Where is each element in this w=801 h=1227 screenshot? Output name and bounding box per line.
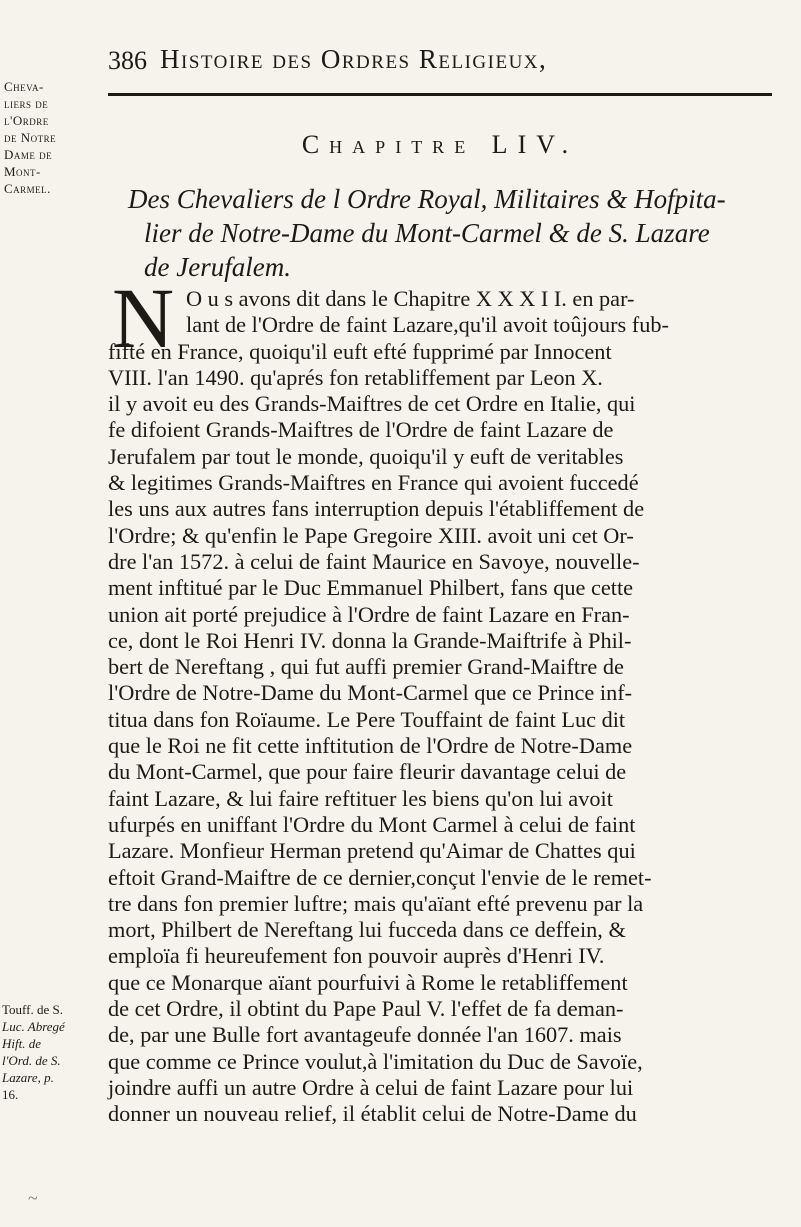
side-note-line: 16.: [2, 1087, 19, 1102]
text-line: & legitimes Grands-Maiftres en France qui avoient fuccedé: [108, 470, 639, 496]
text-line: faint Lazare, & lui faire reftituer les biens qu'on lui avoit: [108, 785, 613, 811]
side-note-line: l'Ord. de S.: [2, 1053, 61, 1068]
text-line: donner un nouveau relief, il établit celui de Notre-Dame du: [108, 1101, 637, 1127]
text-line: que comme ce Prince voulut,à l'imitation du Duc de Savoïe,: [108, 1048, 643, 1074]
text-line: union ait porté prejudice à l'Ordre de faint Lazare en Fran-: [108, 601, 630, 627]
text-line: que ce Monarque aïant pourfuivi à Rome le retabliffement: [108, 969, 628, 995]
body-text: [108, 286, 772, 1128]
text-line: VIII. l'an 1490. qu'aprés fon retabliffement par Leon X.: [108, 364, 603, 390]
page-number: 386: [108, 46, 147, 75]
text-line: ce, dont le Roi Henri IV. donna la Grande-Maiftrife à Phil-: [108, 627, 632, 653]
margin-head-line: Cheva-: [4, 79, 44, 94]
text-line: que le Roi ne fit cette inftitution de l'Ordre de Notre-Dame: [108, 733, 633, 759]
chapter-heading: Chapitre LIV.: [301, 130, 579, 159]
chapter-title-line: Des Chevaliers de l Ordre Royal, Militaires & Hofpita-: [128, 184, 726, 214]
margin-head-line: de Notre: [4, 130, 57, 145]
side-note-line: Hift. de: [2, 1036, 41, 1051]
text-line: ufurpés en uniffant l'Ordre du Mont Carmel à celui de faint: [108, 811, 636, 837]
text-line: tre dans fon premier luftre; mais qu'aïant efté prevenu par la: [108, 890, 644, 916]
running-header: [108, 44, 748, 84]
text-line: mort, Philbert de Nereftang lui fucceda dans ce deffein, &: [108, 917, 626, 943]
margin-head-line: liers de: [4, 96, 49, 111]
text-line: l'Ordre; & qu'enfin le Pape Gregoire XIII. avoit uni cet Or-: [108, 522, 634, 548]
text-line: ment inftitué par le Duc Emmanuel Philbert, fans que cette: [108, 575, 634, 601]
side-note-line: Luc. Abregé: [2, 1019, 65, 1034]
margin-running-head: [4, 78, 94, 197]
text-line: emploïa fi heureufement fon pouvoir auprès d'Henri IV.: [108, 943, 605, 969]
margin-head-line: Mont-: [4, 164, 41, 179]
text-line: dre l'an 1572. à celui de faint Maurice en Savoye, nouvelle-: [108, 548, 640, 574]
margin-head-line: Carmel.: [4, 181, 51, 196]
text-line: l'Ordre de Notre-Dame du Mont-Carmel que ce Prince inf-: [108, 680, 633, 706]
text-line: fifté en France, quoiqu'il euft efté fupprimé par Innocent: [108, 338, 612, 364]
text-line: les uns aux autres fans interruption depuis l'établiffement de: [108, 496, 645, 522]
text-line: Jerufalem par tout le monde, quoiqu'il y euft de veritables: [108, 443, 624, 469]
text-line: Lazare. Monfieur Herman pretend qu'Aimar de Chattes qui: [108, 838, 636, 864]
side-note-reference: [2, 1001, 102, 1103]
chapter-title-line: de Jerufalem.: [144, 252, 291, 282]
header-rule: [108, 93, 772, 96]
side-note-line: Lazare, p.: [2, 1070, 54, 1085]
running-title: Histoire des Ordres Religieux,: [160, 44, 548, 74]
ink-mark-icon: ~: [28, 1188, 38, 1208]
text-line: lant de l'Ordre de faint Lazare,qu'il avoit toûjours fub-: [186, 312, 669, 338]
text-line: bert de Nereftang , qui fut auffi premier Grand-Maiftre de: [108, 654, 624, 680]
text-line: joindre auffi un autre Ordre à celui de faint Lazare pour lui: [108, 1074, 634, 1100]
text-line: O u s avons dit dans le Chapitre X X X I I. en par-: [186, 286, 635, 311]
text-line: eftoit Grand-Maiftre de ce dernier,conçut l'envie de le remet-: [108, 864, 652, 890]
text-line: de, par une Bulle fort avantageufe donnée l'an 1607. mais: [108, 1022, 622, 1048]
chapter-title: [128, 182, 778, 284]
text-line: du Mont-Carmel, que pour faire fleurir davantage celui de: [108, 759, 627, 785]
text-line: il y avoit eu des Grands-Maiftres de cet Ordre en Italie, qui: [108, 391, 636, 417]
text-line: fe difoient Grands-Maiftres de l'Ordre de faint Lazare de: [108, 417, 614, 443]
text-line: titua dans fon Roïaume. Le Pere Touffaint de faint Luc dit: [108, 706, 626, 732]
margin-head-line: l'Ordre: [4, 113, 49, 128]
text-line: de cet Ordre, il obtint du Pape Paul V. l'effet de fa deman-: [108, 996, 624, 1022]
margin-head-line: Dame de: [4, 147, 53, 162]
chapter-title-line: lier de Notre-Dame du Mont-Carmel & de S. Lazare: [144, 218, 710, 248]
side-note-line: Touff. de S.: [2, 1002, 63, 1017]
drop-cap: N: [112, 270, 175, 366]
